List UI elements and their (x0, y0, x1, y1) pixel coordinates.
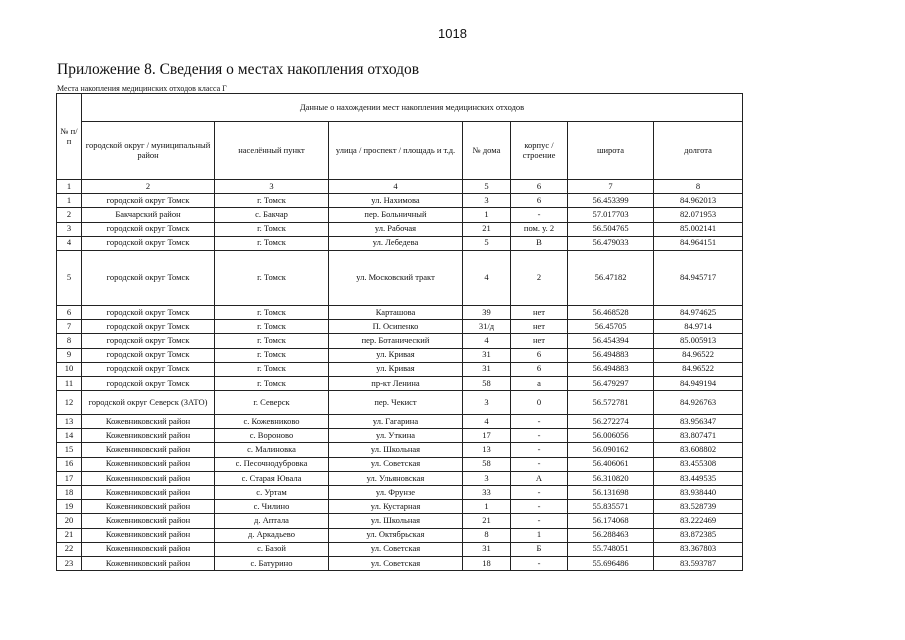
cell-number: 6 (57, 305, 82, 319)
cell-building: 2 (511, 250, 568, 305)
table-row (57, 556, 743, 570)
cell-latitude: 56.454394 (568, 334, 654, 348)
cell-longitude: 84.974625 (654, 305, 743, 319)
cell-district: городской округ Северск (ЗАТО) (82, 391, 215, 415)
cell-house: 58 (463, 457, 511, 471)
cell-district: Кожевниковский район (82, 514, 215, 528)
cell-street: ул. Гагарина (329, 415, 463, 429)
cell-building: Б (511, 542, 568, 556)
cell-number: 20 (57, 514, 82, 528)
cell-latitude: 56.468528 (568, 305, 654, 319)
cell-district: Кожевниковский район (82, 443, 215, 457)
cell-settlement: г. Томск (215, 348, 329, 362)
cell-building: 0 (511, 391, 568, 415)
cell-street: ул. Нахимова (329, 194, 463, 208)
cell-number: 3 (57, 222, 82, 236)
cell-district: Кожевниковский район (82, 415, 215, 429)
cell-longitude: 85.005913 (654, 334, 743, 348)
cell-street: П. Осипенко (329, 320, 463, 334)
cell-settlement: с. Кожевниково (215, 415, 329, 429)
index-cell: 4 (329, 180, 463, 194)
table-row (57, 415, 743, 429)
cell-building: 6 (511, 194, 568, 208)
table-row (57, 362, 743, 376)
header-latitude: широта (568, 122, 654, 180)
cell-street: ул. Советская (329, 542, 463, 556)
cell-house: 3 (463, 471, 511, 485)
table-row (57, 208, 743, 222)
document-title: Приложение 8. Сведения о местах накопления отходов (57, 61, 420, 78)
table-row (57, 391, 743, 415)
cell-latitude: 55.748051 (568, 542, 654, 556)
cell-settlement: г. Томск (215, 320, 329, 334)
cell-number: 23 (57, 556, 82, 570)
header-number: № п/п (57, 94, 82, 180)
cell-building: нет (511, 305, 568, 319)
cell-latitude: 56.406061 (568, 457, 654, 471)
cell-settlement: г. Томск (215, 376, 329, 390)
index-cell: 5 (463, 180, 511, 194)
cell-longitude: 84.949194 (654, 376, 743, 390)
cell-number: 11 (57, 376, 82, 390)
cell-house: 31 (463, 348, 511, 362)
cell-settlement: с. Батурино (215, 556, 329, 570)
cell-building: а (511, 376, 568, 390)
cell-house: 58 (463, 376, 511, 390)
cell-latitude: 56.479033 (568, 236, 654, 250)
cell-number: 7 (57, 320, 82, 334)
cell-house: 1 (463, 208, 511, 222)
cell-street: ул. Школьная (329, 443, 463, 457)
cell-number: 18 (57, 486, 82, 500)
cell-house: 4 (463, 334, 511, 348)
cell-settlement: с. Уртам (215, 486, 329, 500)
table-caption: Места накопления медицинских отходов класса Г (57, 84, 227, 93)
cell-district: городской округ Томск (82, 376, 215, 390)
cell-longitude: 84.945717 (654, 250, 743, 305)
table-row (57, 305, 743, 319)
table-row (57, 348, 743, 362)
table-row (57, 250, 743, 305)
index-cell: 7 (568, 180, 654, 194)
cell-settlement: д. Аптала (215, 514, 329, 528)
table-row (57, 222, 743, 236)
cell-building: 6 (511, 362, 568, 376)
cell-longitude: 83.455308 (654, 457, 743, 471)
index-cell: 1 (57, 180, 82, 194)
cell-building: - (511, 500, 568, 514)
table-row (57, 194, 743, 208)
cell-district: Кожевниковский район (82, 486, 215, 500)
index-cell: 3 (215, 180, 329, 194)
cell-number: 9 (57, 348, 82, 362)
table-row (57, 334, 743, 348)
cell-longitude: 83.528739 (654, 500, 743, 514)
cell-district: городской округ Томск (82, 222, 215, 236)
cell-longitude: 84.96522 (654, 362, 743, 376)
cell-longitude: 84.962013 (654, 194, 743, 208)
table-row (57, 376, 743, 390)
cell-house: 18 (463, 556, 511, 570)
table-row (57, 457, 743, 471)
cell-settlement: г. Томск (215, 334, 329, 348)
cell-latitude: 56.131698 (568, 486, 654, 500)
cell-settlement: г. Северск (215, 391, 329, 415)
cell-longitude: 83.593787 (654, 556, 743, 570)
cell-settlement: с. Вороново (215, 429, 329, 443)
cell-house: 8 (463, 528, 511, 542)
cell-settlement: г. Томск (215, 236, 329, 250)
cell-latitude: 56.504765 (568, 222, 654, 236)
cell-number: 2 (57, 208, 82, 222)
cell-district: городской округ Томск (82, 362, 215, 376)
table-row (57, 514, 743, 528)
cell-settlement: с. Бакчар (215, 208, 329, 222)
cell-number: 17 (57, 471, 82, 485)
cell-house: 31 (463, 542, 511, 556)
cell-number: 12 (57, 391, 82, 415)
cell-settlement: с. Базой (215, 542, 329, 556)
cell-settlement: с. Песочнодубровка (215, 457, 329, 471)
cell-district: городской округ Томск (82, 334, 215, 348)
cell-latitude: 56.494883 (568, 362, 654, 376)
cell-longitude: 83.956347 (654, 415, 743, 429)
cell-number: 21 (57, 528, 82, 542)
cell-street: ул. Рабочая (329, 222, 463, 236)
cell-house: 3 (463, 194, 511, 208)
cell-longitude: 84.964151 (654, 236, 743, 250)
cell-district: городской округ Томск (82, 236, 215, 250)
cell-latitude: 56.310820 (568, 471, 654, 485)
cell-building: нет (511, 334, 568, 348)
cell-district: городской округ Томск (82, 320, 215, 334)
table-row (57, 500, 743, 514)
cell-street: ул. Кривая (329, 362, 463, 376)
cell-street: ул. Уткина (329, 429, 463, 443)
cell-street: ул. Школьная (329, 514, 463, 528)
cell-settlement: с. Чилино (215, 500, 329, 514)
cell-district: городской округ Томск (82, 348, 215, 362)
cell-district: городской округ Томск (82, 194, 215, 208)
cell-settlement: г. Томск (215, 305, 329, 319)
cell-district: Бакчарский район (82, 208, 215, 222)
cell-building: 6 (511, 348, 568, 362)
page-number: 1018 (438, 26, 467, 41)
cell-settlement: с. Старая Ювала (215, 471, 329, 485)
cell-latitude: 56.572781 (568, 391, 654, 415)
cell-longitude: 83.608802 (654, 443, 743, 457)
cell-building: - (511, 457, 568, 471)
cell-longitude: 83.222469 (654, 514, 743, 528)
cell-house: 5 (463, 236, 511, 250)
cell-house: 21 (463, 514, 511, 528)
cell-building: - (511, 208, 568, 222)
cell-latitude: 56.494883 (568, 348, 654, 362)
cell-house: 21 (463, 222, 511, 236)
cell-building: - (511, 443, 568, 457)
cell-number: 14 (57, 429, 82, 443)
cell-settlement: с. Малиновка (215, 443, 329, 457)
cell-house: 31/д (463, 320, 511, 334)
table-row (57, 542, 743, 556)
cell-longitude: 82.071953 (654, 208, 743, 222)
cell-building: - (511, 429, 568, 443)
cell-longitude: 84.96522 (654, 348, 743, 362)
cell-number: 8 (57, 334, 82, 348)
cell-number: 5 (57, 250, 82, 305)
cell-latitude: 56.006056 (568, 429, 654, 443)
cell-street: ул. Кривая (329, 348, 463, 362)
cell-longitude: 84.9714 (654, 320, 743, 334)
cell-number: 22 (57, 542, 82, 556)
cell-number: 13 (57, 415, 82, 429)
cell-street: ул. Ульяновская (329, 471, 463, 485)
table-row (57, 528, 743, 542)
cell-longitude: 85.002141 (654, 222, 743, 236)
cell-street: пер. Чекист (329, 391, 463, 415)
cell-latitude: 56.47182 (568, 250, 654, 305)
cell-latitude: 56.272274 (568, 415, 654, 429)
cell-building: - (511, 486, 568, 500)
cell-latitude: 57.017703 (568, 208, 654, 222)
cell-settlement: д. Аркадьево (215, 528, 329, 542)
table-header (57, 94, 743, 180)
cell-house: 13 (463, 443, 511, 457)
table-row (57, 443, 743, 457)
cell-street: ул. Лебедева (329, 236, 463, 250)
cell-settlement: г. Томск (215, 362, 329, 376)
cell-building: - (511, 514, 568, 528)
cell-house: 39 (463, 305, 511, 319)
cell-latitude: 56.288463 (568, 528, 654, 542)
cell-district: Кожевниковский район (82, 542, 215, 556)
cell-longitude: 83.872385 (654, 528, 743, 542)
cell-house: 3 (463, 391, 511, 415)
cell-district: Кожевниковский район (82, 471, 215, 485)
cell-latitude: 56.453399 (568, 194, 654, 208)
column-index-row (57, 180, 743, 194)
cell-latitude: 56.45705 (568, 320, 654, 334)
header-settlement: населённый пункт (215, 122, 329, 180)
cell-building: - (511, 415, 568, 429)
table-row (57, 471, 743, 485)
table-row (57, 486, 743, 500)
cell-settlement: г. Томск (215, 194, 329, 208)
header-house: № дома (463, 122, 511, 180)
cell-district: Кожевниковский район (82, 500, 215, 514)
cell-latitude: 56.174068 (568, 514, 654, 528)
cell-longitude: 83.807471 (654, 429, 743, 443)
cell-building: пом. у. 2 (511, 222, 568, 236)
cell-longitude: 83.938440 (654, 486, 743, 500)
cell-building: 1 (511, 528, 568, 542)
header-building: корпус / строение (511, 122, 568, 180)
cell-house: 33 (463, 486, 511, 500)
cell-street: ул. Советская (329, 556, 463, 570)
cell-longitude: 83.449535 (654, 471, 743, 485)
table-row (57, 429, 743, 443)
index-cell: 2 (82, 180, 215, 194)
header-street: улица / проспект / площадь и т.д. (329, 122, 463, 180)
cell-latitude: 56.479297 (568, 376, 654, 390)
cell-district: Кожевниковский район (82, 429, 215, 443)
cell-building: А (511, 471, 568, 485)
cell-street: Карташова (329, 305, 463, 319)
index-cell: 8 (654, 180, 743, 194)
cell-district: городской округ Томск (82, 305, 215, 319)
cell-number: 16 (57, 457, 82, 471)
header-longitude: долгота (654, 122, 743, 180)
cell-number: 4 (57, 236, 82, 250)
header-district: городской округ / муниципальный район (82, 122, 215, 180)
header-group: Данные о нахождении мест накопления медицинских отходов (82, 94, 743, 122)
cell-house: 31 (463, 362, 511, 376)
cell-building: В (511, 236, 568, 250)
cell-district: Кожевниковский район (82, 457, 215, 471)
cell-longitude: 84.926763 (654, 391, 743, 415)
cell-settlement: г. Томск (215, 222, 329, 236)
cell-building: нет (511, 320, 568, 334)
cell-street: пер. Больничный (329, 208, 463, 222)
table-row (57, 320, 743, 334)
cell-house: 4 (463, 250, 511, 305)
cell-street: ул. Фрунзе (329, 486, 463, 500)
cell-street: пр-кт Ленина (329, 376, 463, 390)
cell-latitude: 56.090162 (568, 443, 654, 457)
cell-building: - (511, 556, 568, 570)
cell-settlement: г. Томск (215, 250, 329, 305)
cell-longitude: 83.367803 (654, 542, 743, 556)
cell-district: Кожевниковский район (82, 556, 215, 570)
cell-number: 10 (57, 362, 82, 376)
cell-number: 19 (57, 500, 82, 514)
cell-house: 4 (463, 415, 511, 429)
table-row (57, 236, 743, 250)
cell-street: ул. Кустарная (329, 500, 463, 514)
cell-street: ул. Советская (329, 457, 463, 471)
cell-number: 15 (57, 443, 82, 457)
cell-street: ул. Октябрьская (329, 528, 463, 542)
index-cell: 6 (511, 180, 568, 194)
cell-house: 17 (463, 429, 511, 443)
cell-district: Кожевниковский район (82, 528, 215, 542)
cell-latitude: 55.835571 (568, 500, 654, 514)
cell-latitude: 55.696486 (568, 556, 654, 570)
cell-number: 1 (57, 194, 82, 208)
cell-district: городской округ Томск (82, 250, 215, 305)
table-body (57, 180, 743, 571)
cell-house: 1 (463, 500, 511, 514)
cell-street: пер. Ботанический (329, 334, 463, 348)
waste-sites-table (56, 93, 743, 571)
cell-street: ул. Московский тракт (329, 250, 463, 305)
